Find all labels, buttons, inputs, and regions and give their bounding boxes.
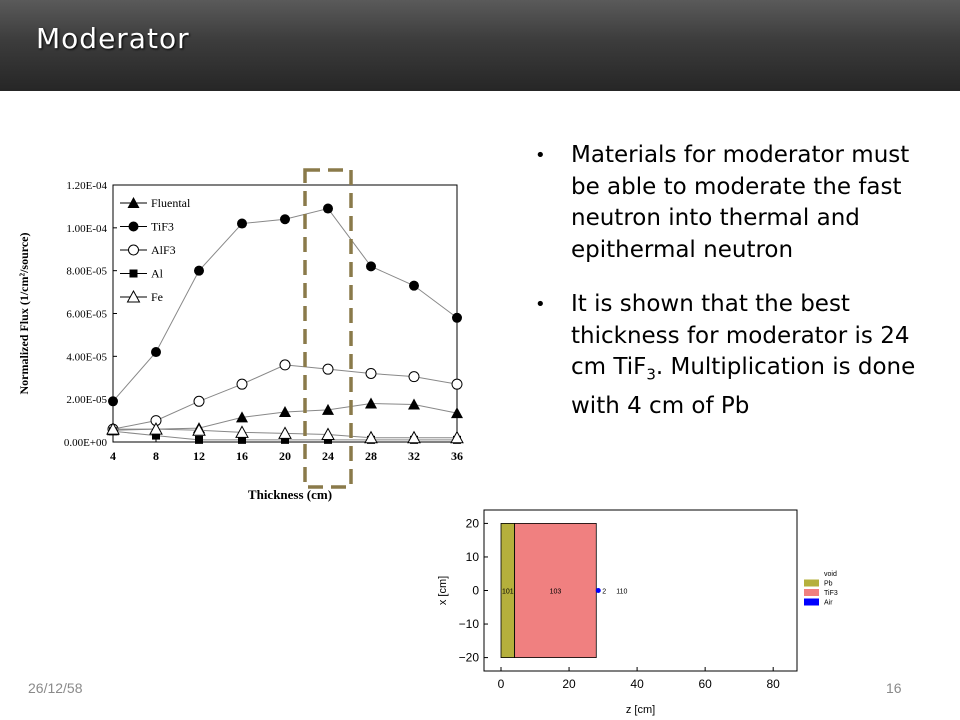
y-tick-label: 1.00E-04 [66, 222, 107, 235]
z-tick-label: 0 [497, 677, 505, 691]
legend-label: TiF3 [151, 219, 174, 234]
cell-label: 2 [602, 588, 607, 596]
legend-label: TiF3 [824, 590, 838, 597]
legend-marker [130, 270, 138, 278]
page-number: 16 [886, 680, 902, 696]
data-point-tif3 [237, 219, 247, 229]
z-tick-label: 20 [562, 677, 576, 691]
legend-label: Fluental [151, 196, 191, 210]
x-tick-label: 4 [110, 449, 116, 463]
series-line-alf3 [113, 365, 457, 429]
cell-label: 103 [549, 588, 562, 596]
y-tick-label: 8.00E-05 [66, 265, 107, 278]
data-point-alf3 [323, 364, 333, 374]
data-point-tif3 [323, 204, 333, 214]
y-tick-label: 2.00E-05 [66, 394, 107, 407]
flux-chart [10, 165, 480, 525]
z-axis-label: z [cm] [625, 704, 656, 716]
data-point-alf3 [280, 360, 290, 370]
legend-label: Al [151, 266, 163, 281]
x-tick-label: 24 [322, 449, 334, 463]
x-axis-label: Thickness (cm) [247, 487, 333, 502]
legend-label: AlF3 [151, 243, 176, 257]
legend-label: void [824, 571, 837, 578]
footer-date: 26/12/58 [28, 680, 83, 696]
series-line-tif3 [113, 209, 457, 402]
y-tick-label: 0.00E+00 [63, 437, 107, 449]
data-point-tif3 [409, 281, 419, 291]
x-tick-label: 0 [472, 583, 479, 598]
legend-marker [129, 245, 139, 255]
data-point-tif3 [452, 313, 462, 323]
data-point-alf3 [409, 372, 419, 382]
geometry-legend [804, 570, 838, 607]
bullet-item [535, 140, 945, 266]
z-tick-label: 80 [766, 677, 780, 691]
legend-swatch [804, 570, 819, 577]
title-bar [0, 0, 960, 91]
data-point-alf3 [452, 379, 462, 389]
y-axis-label: Normalized Flux (1/cm²/source) [17, 232, 31, 395]
bullet-dot-icon: • [535, 294, 546, 315]
bullet-dot-icon: • [535, 145, 546, 166]
bullet-text-tail: . Multiplication is done with 4 cm of Pb [571, 354, 916, 420]
bullet-text: Materials for moderator must be able to moderate the fast neutron into thermal and epithermal neutron [571, 142, 910, 263]
y-tick-label: 1.20E-04 [66, 180, 107, 192]
data-point-tif3 [151, 347, 161, 357]
y-tick-label: 4.00E-05 [66, 351, 107, 364]
legend-marker [129, 222, 139, 232]
x-tick-label: 20 [279, 449, 291, 463]
data-point-alf3 [237, 379, 247, 389]
chart-legend [120, 196, 191, 304]
legend-label: Fe [151, 290, 163, 304]
bullet-list [535, 140, 945, 446]
bullet-text [571, 291, 915, 419]
data-point-alf3 [194, 396, 204, 406]
x-tick-label: 36 [451, 449, 463, 463]
x-tick-label: 32 [408, 449, 420, 463]
legend-label: Pb [824, 580, 833, 588]
x-axis-label: x [cm] [437, 575, 449, 606]
geometry-plot [430, 508, 880, 720]
z-tick-label: 60 [698, 677, 712, 691]
z-tick-label: 40 [630, 677, 644, 691]
data-point-fluental [365, 397, 377, 408]
x-tick-label: 28 [365, 449, 377, 463]
slide-title: Moderator [36, 22, 190, 55]
data-point-tif3 [366, 261, 376, 271]
data-point-tif3 [194, 266, 204, 276]
x-tick-label: 12 [193, 449, 205, 463]
x-tick-label: 8 [153, 449, 159, 463]
legend-label: Air [824, 599, 833, 607]
data-point-al [195, 436, 203, 444]
x-tick-label: 20 [465, 516, 479, 531]
cell-label: 110 [616, 588, 628, 596]
x-tick-label: 10 [465, 549, 479, 564]
x-tick-label: −20 [458, 650, 479, 665]
y-tick-label: 6.00E-05 [66, 308, 107, 321]
bullet-text-main: It is shown that the best thickness for moderator is 24 cm TiF [571, 291, 910, 380]
x-tick-label: 16 [236, 449, 248, 463]
data-point-tif3 [280, 214, 290, 224]
legend-swatch [804, 589, 819, 596]
data-point-alf3 [366, 368, 376, 378]
subscript-3: 3 [646, 365, 656, 384]
cell-label: 101 [501, 588, 514, 596]
bullet-item [535, 289, 945, 423]
x-tick-label: −10 [458, 617, 479, 632]
data-point-tif3 [108, 396, 118, 406]
air-marker [596, 588, 601, 593]
series-alf3 [108, 360, 462, 434]
legend-swatch [804, 580, 819, 587]
legend-swatch [804, 599, 819, 606]
